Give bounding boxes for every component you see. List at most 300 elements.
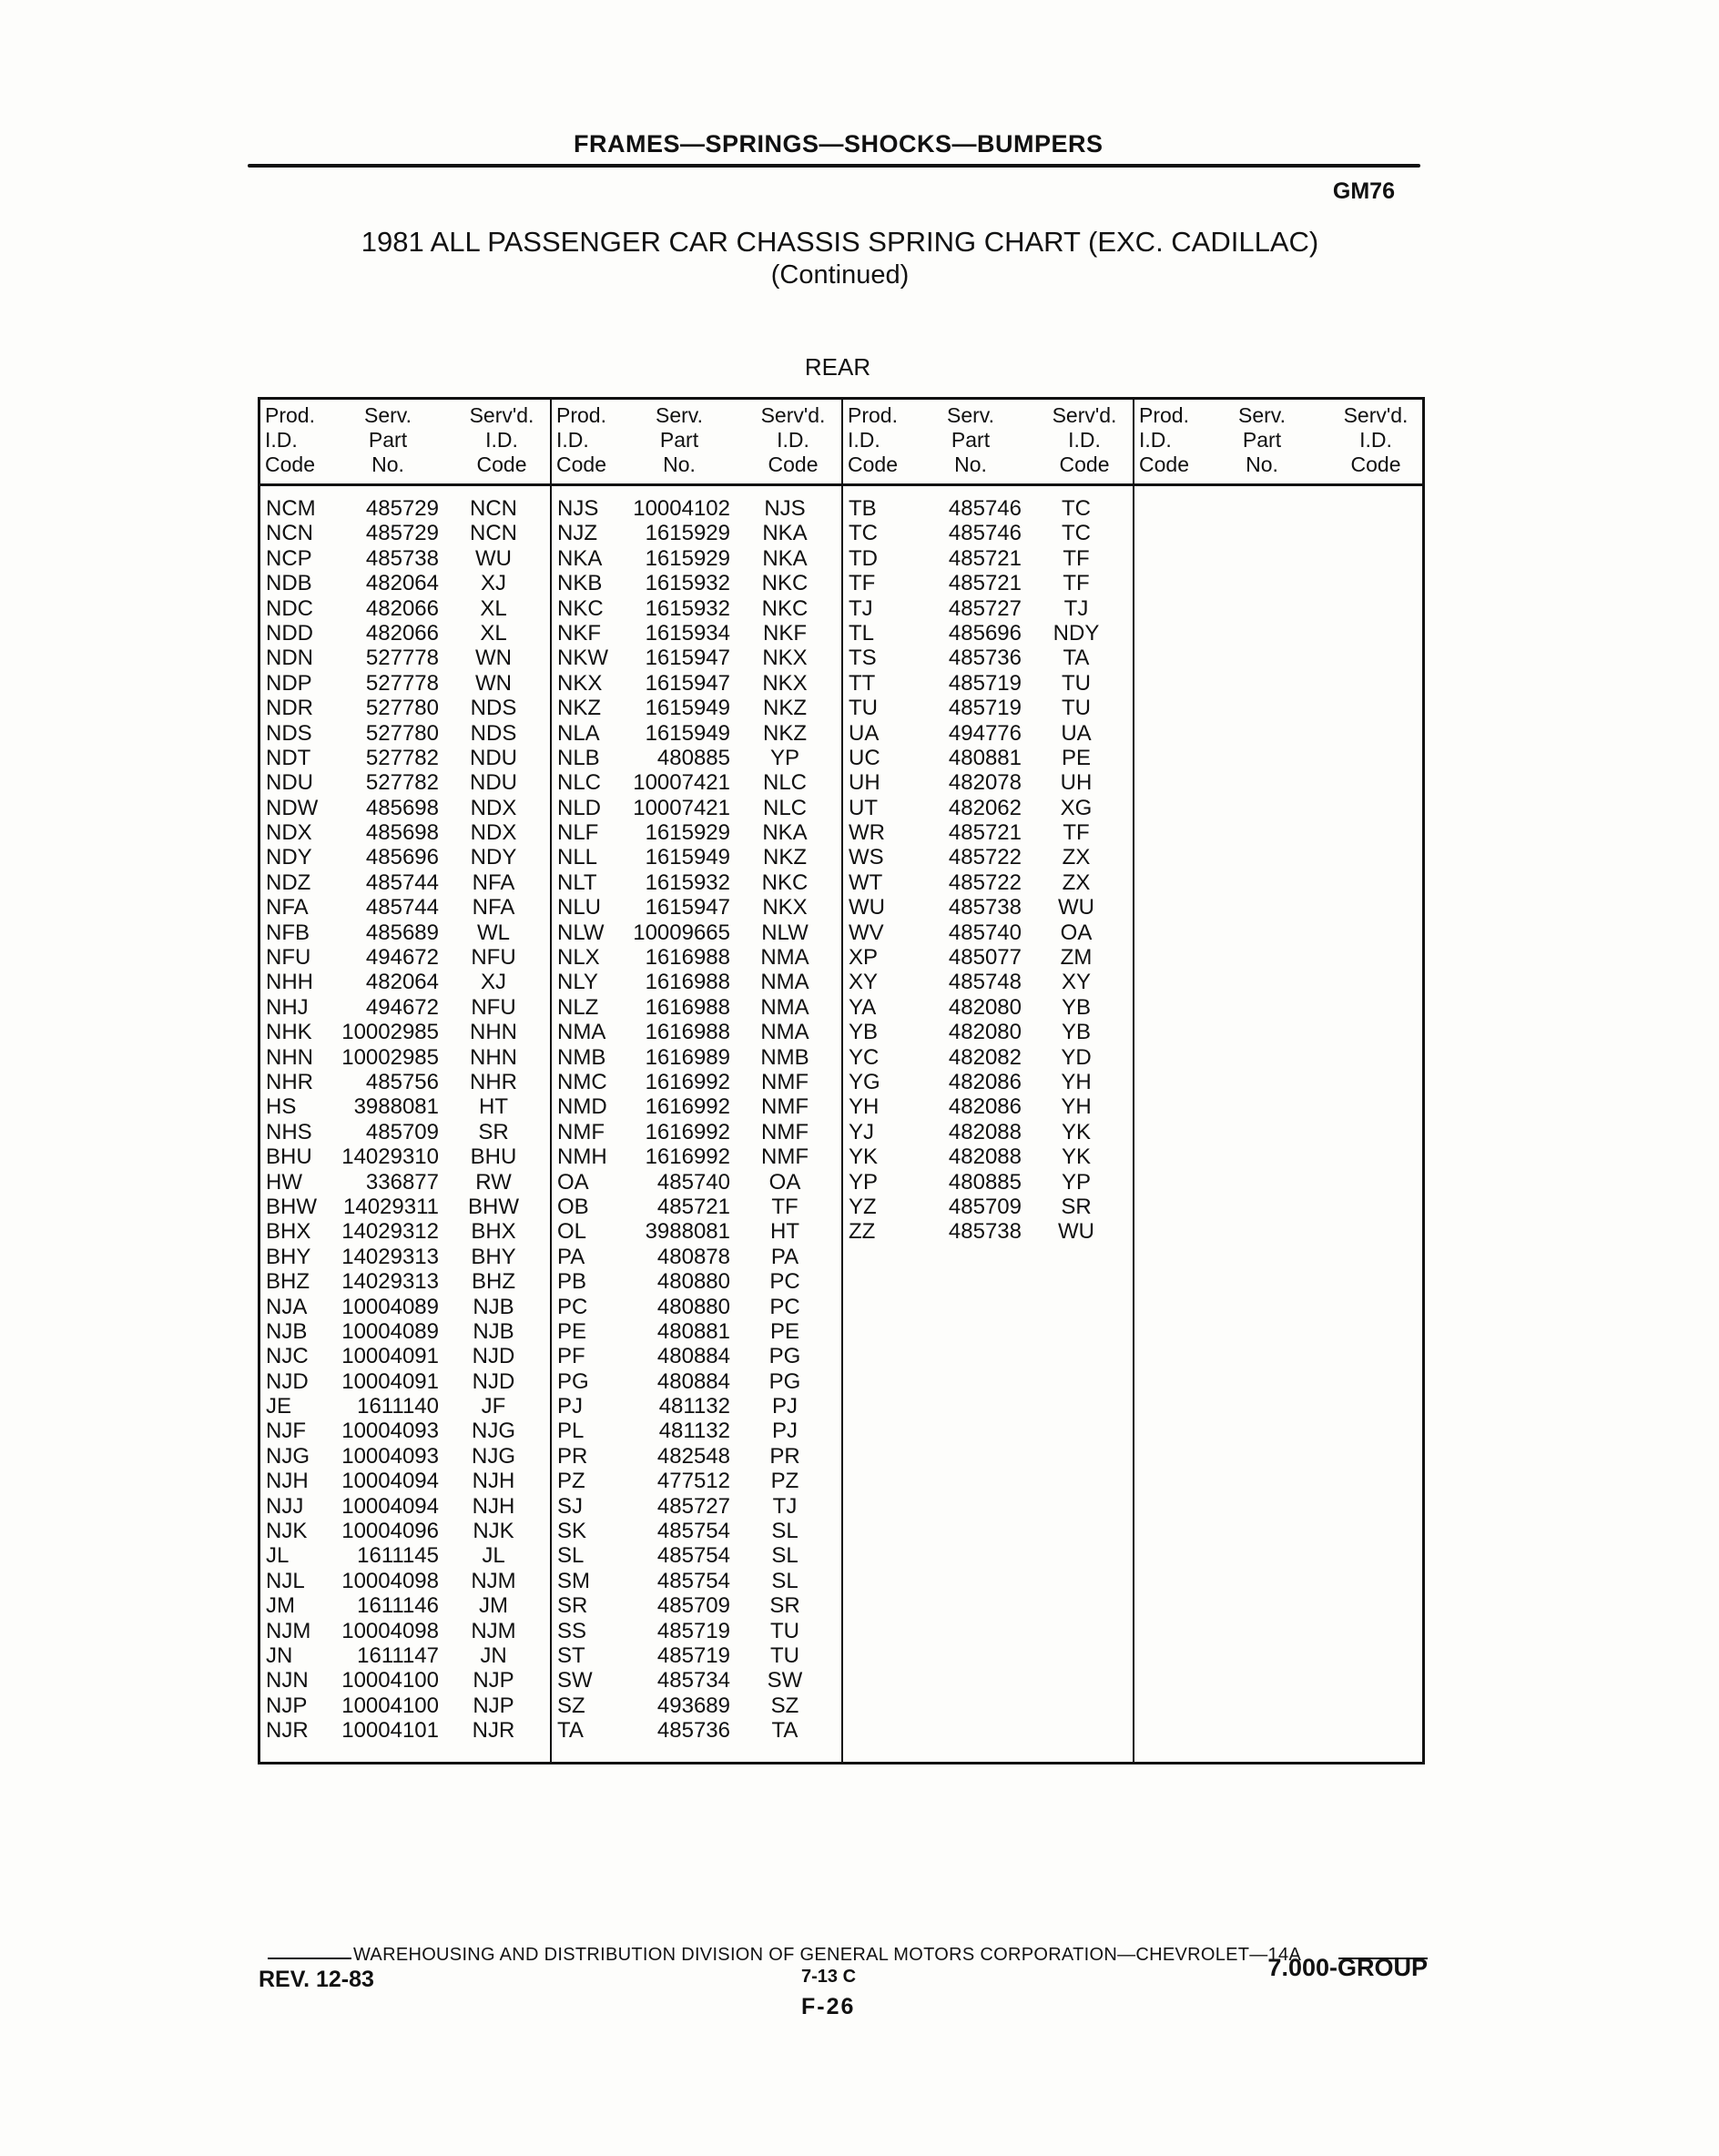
prod-id-code: YG: [849, 1069, 880, 1094]
table-row: [849, 895, 1131, 920]
serviced-id-code: BHU: [470, 1144, 517, 1170]
serviced-id-code: BHY: [471, 1244, 516, 1269]
table-row: [266, 1219, 548, 1244]
serviced-id-code: NMB: [760, 1044, 809, 1070]
serviced-id-code: ZM: [1060, 945, 1093, 971]
table-row: [266, 1394, 548, 1419]
prod-id-code: SL: [557, 1543, 585, 1569]
table-row: [557, 895, 839, 920]
service-part-number: 485696: [365, 845, 439, 870]
serviced-id-code: NDY: [1053, 620, 1100, 646]
table-row: [557, 546, 839, 571]
table-row: [266, 1643, 548, 1668]
service-part-number: 482080: [948, 994, 1022, 1020]
service-part-number: 482078: [948, 770, 1022, 796]
serviced-id-code: BHZ: [472, 1269, 515, 1295]
service-part-number: 485738: [948, 1219, 1022, 1245]
table-row: [266, 920, 548, 945]
prod-id-code: NDX: [266, 820, 312, 846]
prod-id-code: NHR: [266, 1069, 313, 1094]
serviced-id-code: YB: [1061, 994, 1091, 1020]
table-row: [849, 721, 1131, 746]
table-row: [266, 671, 548, 696]
table-row: [557, 770, 839, 795]
prod-id-code: OA: [557, 1169, 589, 1195]
serviced-id-code: UA: [1061, 720, 1092, 746]
serviced-id-code: XL: [480, 595, 507, 621]
table-row: [557, 1369, 839, 1394]
service-part-number: 485709: [365, 1119, 439, 1144]
service-part-number: 1615947: [645, 895, 730, 920]
prod-id-code: NHS: [266, 1119, 312, 1144]
serviced-id-code: NFU: [471, 994, 516, 1020]
service-part-number: 1616992: [645, 1069, 730, 1094]
serviced-id-code: JM: [479, 1593, 508, 1619]
serviced-id-code: XL: [480, 620, 507, 646]
serviced-id-code: NMA: [760, 994, 809, 1020]
column-header-part: Serv. Part No.: [947, 403, 994, 476]
serviced-id-code: NDU: [470, 745, 517, 770]
table-row: [266, 1444, 548, 1469]
table-row: [557, 1543, 839, 1568]
table-row: [266, 596, 548, 621]
table-row: [266, 1045, 548, 1070]
service-part-number: 485756: [365, 1069, 439, 1094]
serviced-id-code: HT: [479, 1094, 508, 1120]
service-part-number: 10004098: [341, 1568, 439, 1593]
service-part-number: 3988081: [353, 1094, 439, 1120]
table-row: [557, 1195, 839, 1219]
service-part-number: 480881: [948, 745, 1022, 770]
serviced-id-code: YB: [1061, 1020, 1091, 1045]
prod-id-code: HS: [266, 1094, 297, 1120]
prod-id-code: UH: [849, 770, 880, 796]
prod-id-code: ZZ: [849, 1219, 876, 1245]
prod-id-code: NKB: [557, 571, 603, 596]
serviced-id-code: TF: [1063, 571, 1090, 596]
prod-id-code: WT: [849, 870, 883, 895]
prod-id-code: NDS: [266, 720, 312, 746]
table-row: [266, 1170, 548, 1195]
service-part-number: 485729: [365, 496, 439, 521]
serviced-id-code: NMA: [760, 970, 809, 995]
table-row: [849, 1144, 1131, 1169]
serviced-id-code: NJD: [472, 1344, 515, 1369]
serviced-id-code: NJK: [473, 1519, 514, 1544]
serviced-id-code: NHN: [470, 1044, 517, 1070]
header-rule: [248, 164, 1420, 168]
serviced-id-code: ZX: [1062, 845, 1091, 870]
prod-id-code: TA: [557, 1718, 584, 1744]
prod-id-code: NLX: [557, 945, 600, 971]
prod-id-code: NDT: [266, 745, 311, 770]
service-part-number: 1616988: [645, 1020, 730, 1045]
service-part-number: 485738: [948, 895, 1022, 920]
table-row: [849, 546, 1131, 571]
table-row: [557, 1020, 839, 1044]
service-part-number: 485746: [948, 521, 1022, 546]
serviced-id-code: PR: [769, 1443, 800, 1469]
prod-id-code: ST: [557, 1642, 585, 1668]
prod-id-code: NFA: [266, 895, 309, 920]
table-row: [557, 1344, 839, 1368]
page-reference: 7-13 C: [801, 1967, 857, 1987]
table-row: [557, 1295, 839, 1319]
prod-id-code: NKF: [557, 620, 601, 646]
table-row: [266, 1519, 548, 1543]
serviced-id-code: TJ: [772, 1493, 798, 1519]
prod-id-code: NDP: [266, 670, 312, 696]
serviced-id-code: NFA: [472, 870, 515, 895]
prod-id-code: SM: [557, 1568, 590, 1593]
prod-id-code: JN: [266, 1642, 293, 1668]
table-row: [849, 920, 1131, 945]
prod-id-code: TJ: [849, 595, 873, 621]
prod-id-code: PL: [557, 1419, 585, 1444]
service-part-number: 485740: [656, 1169, 730, 1195]
prod-id-code: TD: [849, 545, 878, 571]
serviced-id-code: PG: [768, 1368, 801, 1394]
prod-id-code: NJK: [266, 1519, 308, 1544]
prod-id-code: TC: [849, 521, 878, 546]
serviced-id-code: NFA: [472, 895, 515, 920]
service-part-number: 1615947: [645, 670, 730, 696]
service-part-number: 485736: [948, 646, 1022, 671]
prod-id-code: NHN: [266, 1044, 313, 1070]
serviced-id-code: NKF: [763, 620, 807, 646]
prod-id-code: YP: [849, 1169, 879, 1195]
prod-id-code: TL: [849, 620, 875, 646]
table-row: [557, 596, 839, 621]
table-row: [849, 796, 1131, 820]
serviced-id-code: PC: [769, 1294, 800, 1319]
serviced-id-code: TJ: [1063, 595, 1089, 621]
prod-id-code: NJN: [266, 1668, 309, 1693]
prod-id-code: NCN: [266, 521, 313, 546]
serviced-id-code: TU: [1062, 670, 1091, 696]
serviced-id-code: SR: [1061, 1194, 1092, 1219]
chart-title: 1981 ALL PASSENGER CAR CHASSIS SPRING CHART (EXC. CADILLAC): [361, 226, 1319, 258]
serviced-id-code: PZ: [770, 1469, 799, 1494]
prod-id-code: OL: [557, 1219, 587, 1245]
serviced-id-code: WU: [1058, 1219, 1094, 1245]
table-row: [849, 770, 1131, 795]
service-part-number: 1615932: [645, 870, 730, 895]
service-part-number: 485721: [948, 545, 1022, 571]
serviced-id-code: NMF: [761, 1144, 809, 1170]
service-part-number: 485696: [948, 620, 1022, 646]
serviced-id-code: TU: [770, 1618, 799, 1643]
table-row: [849, 521, 1131, 545]
serviced-id-code: NMF: [761, 1069, 809, 1094]
serviced-id-code: YP: [1061, 1169, 1091, 1195]
service-part-number: 1615947: [645, 646, 730, 671]
prod-id-code: WR: [849, 820, 885, 846]
table-row: [266, 1144, 548, 1169]
prod-id-code: NJS: [557, 496, 599, 521]
service-part-number: 480885: [656, 745, 730, 770]
serviced-id-code: NJH: [472, 1493, 515, 1519]
table-row: [849, 995, 1131, 1020]
service-part-number: 480880: [656, 1294, 730, 1319]
table-row: [557, 1419, 839, 1443]
prod-id-code: NLZ: [557, 994, 599, 1020]
service-part-number: 1615934: [645, 620, 730, 646]
service-part-number: 485719: [948, 696, 1022, 721]
prod-id-code: YJ: [849, 1119, 875, 1144]
section-title: FRAMES—SPRINGS—SHOCKS—BUMPERS: [574, 130, 1104, 158]
serviced-id-code: UH: [1060, 770, 1093, 796]
column-header-prod: Prod. I.D. Code: [265, 403, 315, 476]
table-row: [849, 845, 1131, 870]
serviced-id-code: TU: [770, 1642, 799, 1668]
prod-id-code: NLF: [557, 820, 599, 846]
table-row: [266, 1494, 548, 1519]
service-part-number: 10004100: [341, 1668, 439, 1693]
table-row: [557, 496, 839, 521]
table-row: [557, 1593, 839, 1618]
service-part-number: 1615949: [645, 845, 730, 870]
table-row: [557, 1070, 839, 1094]
service-part-number: 482548: [656, 1443, 730, 1469]
table-row: [557, 1245, 839, 1269]
table-row: [266, 1718, 548, 1743]
service-part-number: 485077: [948, 945, 1022, 971]
table-row: [849, 820, 1131, 845]
serviced-id-code: YD: [1061, 1044, 1092, 1070]
service-part-number: 1615949: [645, 720, 730, 746]
table-row: [557, 920, 839, 945]
section-label: REAR: [804, 353, 871, 381]
serviced-id-code: WN: [475, 670, 512, 696]
service-part-number: 1616988: [645, 945, 730, 971]
serviced-id-code: SL: [771, 1543, 798, 1569]
column-header-servd: Serv'd. I.D. Code: [469, 403, 534, 476]
prod-id-code: NJH: [266, 1469, 309, 1494]
prod-id-code: NLL: [557, 845, 598, 870]
page-number: F-26: [801, 1994, 856, 2019]
chart-subtitle: (Continued): [770, 260, 910, 290]
column-group-rows: [557, 496, 839, 1744]
table-row: [849, 1020, 1131, 1044]
table-row: [849, 571, 1131, 595]
serviced-id-code: SL: [771, 1568, 798, 1593]
service-part-number: 485734: [656, 1668, 730, 1693]
serviced-id-code: NKC: [761, 595, 809, 621]
service-part-number: 527778: [365, 646, 439, 671]
service-part-number: 481132: [658, 1419, 730, 1444]
serviced-id-code: NLC: [762, 795, 807, 820]
service-part-number: 485709: [948, 1194, 1022, 1219]
prod-id-code: NCP: [266, 545, 312, 571]
table-row: [557, 870, 839, 895]
service-part-number: 1616992: [645, 1119, 730, 1144]
prod-id-code: TU: [849, 696, 878, 721]
table-row: [557, 746, 839, 770]
service-part-number: 10004094: [341, 1493, 439, 1519]
service-part-number: 10009665: [633, 920, 730, 945]
table-row: [266, 1543, 548, 1568]
column-header-part: Serv. Part No.: [1238, 403, 1286, 476]
prod-id-code: NHH: [266, 970, 313, 995]
serviced-id-code: JF: [481, 1394, 506, 1419]
table-row: [266, 746, 548, 770]
prod-id-code: NDD: [266, 620, 313, 646]
service-part-number: 482088: [948, 1144, 1022, 1170]
serviced-id-code: PJ: [771, 1419, 798, 1444]
service-part-number: 14029312: [341, 1219, 439, 1245]
service-part-number: 1615932: [645, 595, 730, 621]
serviced-id-code: NKA: [762, 820, 808, 846]
column-header-servd: Serv'd. I.D. Code: [1052, 403, 1117, 476]
service-part-number: 10004100: [341, 1693, 439, 1718]
table-row: [849, 1195, 1131, 1219]
service-part-number: 485689: [365, 920, 439, 945]
service-part-number: 482062: [948, 795, 1022, 820]
table-row: [266, 870, 548, 895]
table-row: [266, 721, 548, 746]
table-row: [266, 895, 548, 920]
service-part-number: 1611146: [357, 1593, 439, 1619]
table-row: [266, 1020, 548, 1044]
service-part-number: 10004093: [341, 1443, 439, 1469]
service-part-number: 10004089: [341, 1294, 439, 1319]
table-row: [266, 1619, 548, 1643]
serviced-id-code: NCN: [470, 521, 517, 546]
prod-id-code: NMA: [557, 1020, 606, 1045]
prod-id-code: NLC: [557, 770, 602, 796]
prod-id-code: NJA: [266, 1294, 308, 1319]
serviced-id-code: NCN: [470, 496, 517, 521]
service-part-number: 1611140: [357, 1394, 439, 1419]
service-part-number: 485721: [948, 571, 1022, 596]
serviced-id-code: TF: [1063, 545, 1090, 571]
table-row: [557, 1120, 839, 1144]
serviced-id-code: NJD: [472, 1368, 515, 1394]
prod-id-code: TS: [849, 646, 877, 671]
serviced-id-code: SL: [771, 1519, 798, 1544]
table-row: [557, 945, 839, 970]
service-part-number: 1616988: [645, 970, 730, 995]
service-part-number: 1615949: [645, 696, 730, 721]
serviced-id-code: SR: [478, 1119, 509, 1144]
serviced-id-code: YP: [769, 745, 799, 770]
serviced-id-code: NKA: [762, 521, 808, 546]
column-group-rows: [266, 496, 548, 1744]
service-part-number: 485746: [948, 496, 1022, 521]
footer-division: WAREHOUSING AND DISTRIBUTION DIVISION OF GENERAL MOTORS CORPORATION—CHEVROLET—14A: [353, 1945, 1302, 1965]
prod-id-code: NDR: [266, 696, 313, 721]
serviced-id-code: NJB: [473, 1294, 514, 1319]
serviced-id-code: PJ: [771, 1394, 798, 1419]
table-row: [266, 571, 548, 595]
serviced-id-code: HT: [770, 1219, 799, 1245]
table-row: [266, 1245, 548, 1269]
column-header-servd: Serv'd. I.D. Code: [760, 403, 826, 476]
prod-id-code: NLA: [557, 720, 600, 746]
prod-id-code: PB: [557, 1269, 587, 1295]
prod-id-code: PA: [557, 1244, 585, 1269]
table-row: [266, 1593, 548, 1618]
prod-id-code: NLY: [557, 970, 598, 995]
service-part-number: 485748: [948, 970, 1022, 995]
table-row: [266, 945, 548, 970]
table-row: [557, 1319, 839, 1344]
serviced-id-code: NJP: [473, 1693, 514, 1718]
table-row: [557, 1045, 839, 1070]
prod-id-code: NLU: [557, 895, 602, 920]
spring-chart-table: [258, 397, 1425, 1764]
table-row: [266, 970, 548, 994]
table-row: [849, 870, 1131, 895]
serviced-id-code: SR: [769, 1593, 800, 1619]
column-group-divider: [550, 400, 552, 1762]
prod-id-code: NKA: [557, 545, 603, 571]
serviced-id-code: NJR: [472, 1718, 515, 1744]
service-part-number: 10004096: [341, 1519, 439, 1544]
serviced-id-code: NMA: [760, 1020, 809, 1045]
serviced-id-code: NDX: [470, 820, 517, 846]
table-row: [849, 646, 1131, 670]
service-part-number: 477512: [656, 1469, 730, 1494]
service-part-number: 336877: [365, 1169, 439, 1195]
table-row: [557, 1519, 839, 1543]
service-part-number: 1615929: [645, 820, 730, 846]
column-header-prod: Prod. I.D. Code: [556, 403, 606, 476]
table-row: [557, 721, 839, 746]
table-row: [557, 1170, 839, 1195]
prod-id-code: NJG: [266, 1443, 310, 1469]
prod-id-code: PF: [557, 1344, 585, 1369]
table-row: [266, 1195, 548, 1219]
serviced-id-code: RW: [475, 1169, 512, 1195]
serviced-id-code: TF: [771, 1194, 798, 1219]
service-part-number: 527782: [365, 745, 439, 770]
table-row: [849, 496, 1131, 521]
service-part-number: 482086: [948, 1069, 1022, 1094]
serviced-id-code: NJM: [471, 1618, 516, 1643]
prod-id-code: NJR: [266, 1718, 309, 1744]
serviced-id-code: PE: [1061, 745, 1091, 770]
table-row: [557, 646, 839, 670]
table-row: [849, 1120, 1131, 1144]
service-part-number: 14029313: [341, 1244, 439, 1269]
prod-id-code: NHJ: [266, 994, 309, 1020]
table-row: [849, 671, 1131, 696]
table-row: [266, 1295, 548, 1319]
serviced-id-code: NJH: [472, 1469, 515, 1494]
table-row: [266, 995, 548, 1020]
table-row: [849, 1070, 1131, 1094]
prod-id-code: BHZ: [266, 1269, 310, 1295]
service-part-number: 485721: [948, 820, 1022, 846]
service-part-number: 485698: [365, 795, 439, 820]
service-part-number: 1616992: [645, 1094, 730, 1120]
table-row: [266, 1569, 548, 1593]
prod-id-code: YH: [849, 1094, 880, 1120]
service-part-number: 527778: [365, 670, 439, 696]
service-part-number: 1615932: [645, 571, 730, 596]
serviced-id-code: NJM: [471, 1568, 516, 1593]
table-row: [266, 621, 548, 646]
serviced-id-code: ZX: [1062, 870, 1091, 895]
table-row: [849, 1045, 1131, 1070]
serviced-id-code: OA: [1060, 920, 1093, 945]
prod-id-code: NDW: [266, 795, 319, 820]
table-row: [557, 671, 839, 696]
serviced-id-code: WN: [475, 646, 512, 671]
column-group-divider: [841, 400, 843, 1762]
